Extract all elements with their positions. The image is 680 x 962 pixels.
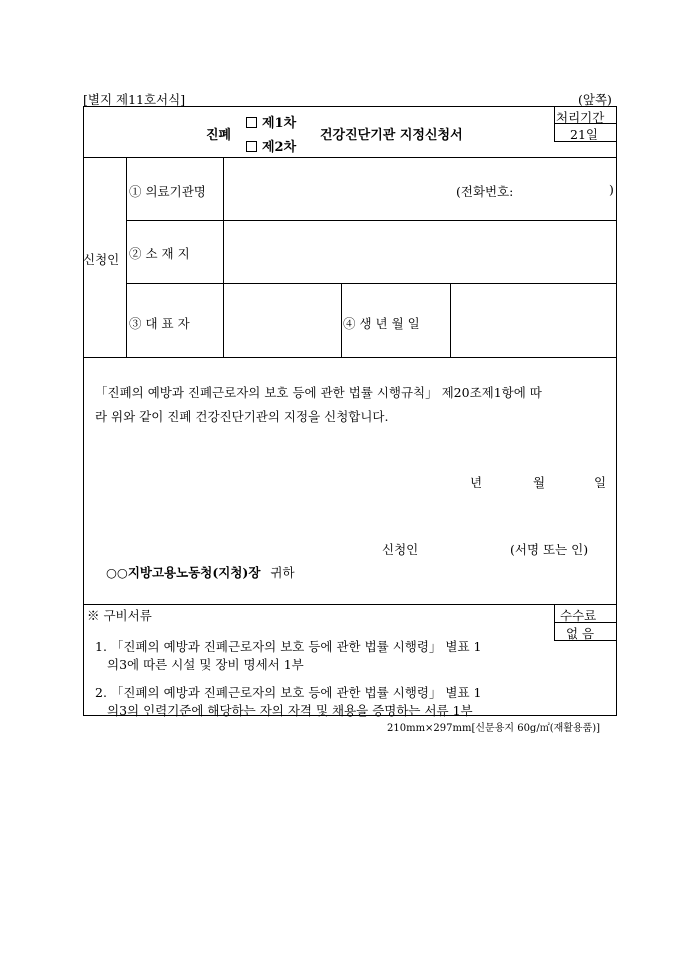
page-side-label: (앞쪽)	[578, 92, 612, 107]
date-month-label: 월	[533, 475, 546, 490]
option-second[interactable]	[246, 136, 296, 155]
signature-label: (서명 또는 인)	[510, 542, 589, 557]
phone-close-paren: )	[609, 182, 614, 197]
institution-name-label: ① 의료기관명	[129, 184, 206, 199]
declaration-line-2: 라 위와 같이 진폐 건강진단기관의 지정을 신청합니다.	[95, 409, 389, 424]
recipient	[106, 563, 295, 581]
processing-period-label: 처리기간	[556, 110, 605, 125]
institution-name-field[interactable]	[226, 162, 612, 217]
location-field[interactable]	[226, 224, 612, 279]
document-item-1-line-1: 1. 「진폐의 예방과 진폐근로자의 보호 등에 관한 법률 시행령」 별표 1	[95, 639, 482, 654]
option-first[interactable]	[246, 112, 296, 131]
date-year-label: 년	[470, 475, 483, 490]
document-item-2-line-2: 의3의 인력기준에 해당하는 자의 자격 및 채용을 증명하는 서류 1부	[107, 703, 473, 718]
paper-spec: 210mm×297mm[신문용지 60g/㎡(재활용품)]	[387, 723, 601, 734]
birthdate-label: ④ 생 년 월 일	[343, 316, 420, 331]
fee-label: 수수료	[560, 608, 597, 623]
option-second-label: 제2차	[262, 140, 297, 155]
document-item-2-line-1: 2. 「진폐의 예방과 진폐근로자의 보호 등에 관한 법률 시행령」 별표 1	[95, 685, 482, 700]
phone-label: (전화번호:	[456, 184, 514, 199]
title-prefix: 진폐	[206, 128, 232, 143]
applicant-section-label: 신청인	[83, 252, 120, 267]
recipient-honorific: 귀하	[270, 565, 295, 580]
checkbox-first[interactable]	[246, 117, 257, 128]
checkbox-second[interactable]	[246, 141, 257, 152]
birthdate-field[interactable]	[453, 287, 613, 353]
required-documents-title: ※ 구비서류	[87, 608, 152, 623]
signer-label: 신청인	[382, 542, 419, 557]
representative-field[interactable]	[226, 287, 338, 353]
processing-period-value: 21일	[570, 127, 598, 142]
document-item-1-line-2: 의3에 따른 시설 및 장비 명세서 1부	[107, 657, 304, 672]
date-day-label: 일	[594, 475, 607, 490]
form-number: [별지 제11호서식]	[83, 92, 186, 107]
representative-label: ③ 대 표 자	[129, 316, 190, 331]
fee-value: 없 음	[566, 626, 595, 641]
recipient-office: ○○지방고용노동청(지청)장	[106, 565, 261, 580]
declaration-line-1: 「진폐의 예방과 진폐근로자의 보호 등에 관한 법률 시행규칙」 제20조제1항에 따	[95, 385, 542, 400]
form-title: 건강진단기관 지정신청서	[320, 128, 463, 143]
location-label: ② 소 재 지	[129, 246, 190, 261]
option-first-label: 제1차	[262, 116, 297, 131]
